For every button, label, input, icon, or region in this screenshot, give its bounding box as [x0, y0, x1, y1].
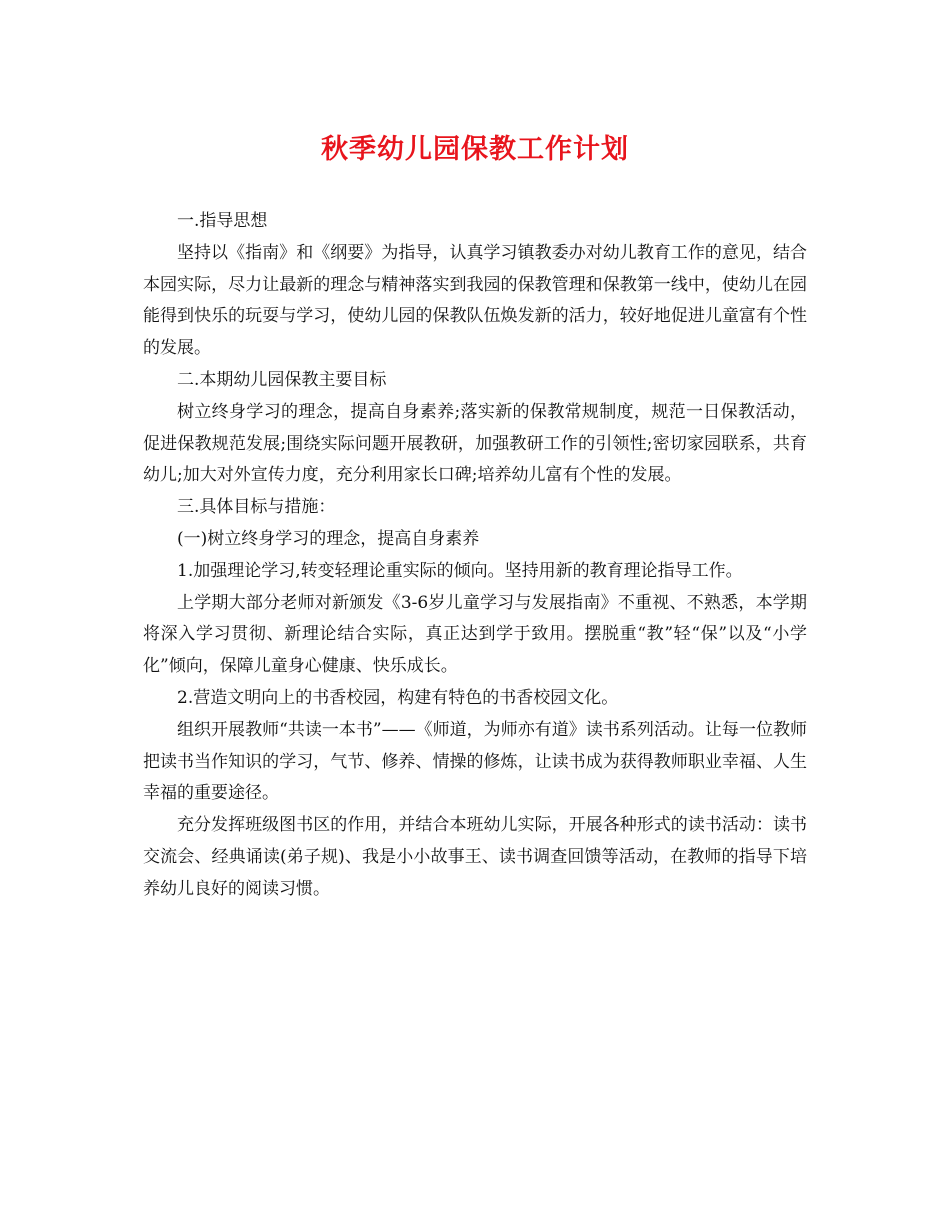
section-heading-main-goals: 二.本期幼儿园保教主要目标	[177, 369, 387, 390]
paragraph-theory-study: 上学期大部分老师对新颁发《3-6岁儿童学习与发展指南》不重视、不熟悉，本学期将深入学习贯彻、新理论结合实际，真正达到学于致用。摆脱重“教”轻“保”以及“小学化”倾向，保障儿童身心健康、快乐成长。	[143, 592, 807, 677]
paragraph-teacher-reading: 组织开展教师“共读一本书”——《师道，为师亦有道》读书系列活动。让每一位教师把读书当作知识的学习，气节、修养、情操的修炼，让读书成为获得教师职业幸福、人生幸福的重要途径。	[143, 719, 807, 804]
section-heading-guiding-thought: 一.指导思想	[177, 211, 268, 231]
item-heading-theory-study: 1.加强理论学习,转变轻理论重实际的倾向。坚持用新的教育理论指导工作。	[177, 560, 743, 581]
subsection-heading-lifelong-learning: (一)树立终身学习的理念，提高自身素养	[177, 528, 480, 549]
document-title: 秋季幼儿园保教工作计划	[321, 134, 629, 165]
paragraph-main-goals: 树立终身学习的理念，提高自身素养;落实新的保教常规制度，规范一日保教活动，促进保教规范发展;围绕实际问题开展教研，加强教研工作的引领性;密切家园联系，共育幼儿;加大对外宣传力度，充分利用家长口碑;培养幼儿富有个性的发展。	[143, 401, 807, 486]
paragraph-guiding-thought: 坚持以《指南》和《纲要》为指导，认真学习镇教委办对幼儿教育工作的意见，结合本园实际，尽力让最新的理念与精神落实到我园的保教管理和保教第一线中，使幼儿在园能得到快乐的玩耍与学习，使幼儿园的保教队伍焕发新的活力，较好地促进儿童富有个性的发展。	[143, 242, 807, 359]
section-heading-specific-measures: 三.具体目标与措施：	[177, 497, 336, 518]
item-heading-reading-campus: 2.营造文明向上的书香校园，构建有特色的书香校园文化。	[177, 687, 619, 708]
document-body	[143, 206, 807, 906]
paragraph-class-library: 充分发挥班级图书区的作用，并结合本班幼儿实际，开展各种形式的读书活动：读书交流会、经典诵读(弟子规)、我是小小故事王、读书调查回馈等活动，在教师的指导下培养幼儿良好的阅读习惯。	[143, 815, 807, 899]
